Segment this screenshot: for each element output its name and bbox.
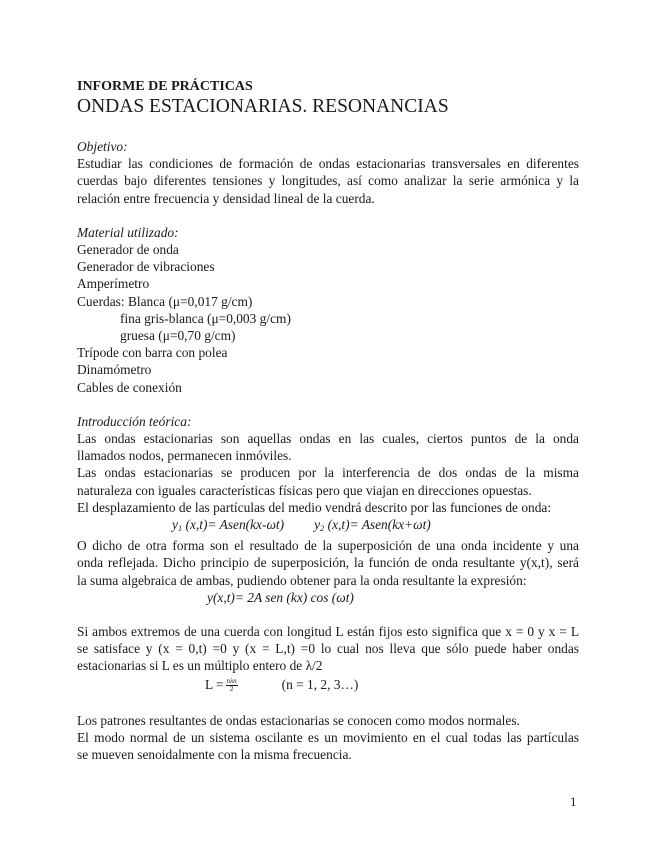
y2-var: y: [314, 517, 321, 533]
material-item: Cuerdas: Blanca (μ=0,017 g/cm): [77, 293, 253, 309]
material-item: Dinamómetro: [77, 362, 152, 378]
objetivo-line: relación entre frecuencia y densidad lineal de la cuerda.: [77, 190, 375, 206]
material-item: Cables de conexión: [77, 379, 182, 395]
intro-p5-line: estacionarias si L es un múltiplo entero de λ/2: [77, 658, 323, 674]
wave-functions-formula: [77, 516, 579, 537]
fraction-numerator: nλn: [226, 676, 237, 685]
intro-p2-line: naturaleza con iguales características físicas pero que viajan en direcciones opuestas.: [77, 482, 532, 498]
objetivo-line: cuerdas bajo diferentes tensiones y longitudes, así como analizar la serie armónica y la: [77, 173, 579, 189]
intro-p4-line: la suma algebraica de ambas, pudiendo obtener para la onda resultante la expresión:: [77, 572, 527, 588]
page-number: 1: [570, 794, 577, 809]
material-item: Generador de onda: [77, 242, 179, 258]
y1-expression: (x,t)= Asen(kx-ωt): [182, 517, 285, 533]
length-condition-formula: [77, 675, 579, 695]
material-item: Trípode con barra con polea: [77, 345, 228, 361]
intro-p7-line: se mueven senoidalmente con la misma frecuencia.: [77, 747, 352, 763]
objetivo-title: Objetivo:: [77, 139, 128, 154]
intro-p6: Los patrones resultantes de ondas estacionarias se conocen como modos normales.: [77, 712, 520, 728]
intro-p2-line: Las ondas estacionarias se producen por la interferencia de dos ondas de la misma: [77, 465, 579, 481]
intro-p1-line: llamados nodos, permanecen inmóviles.: [77, 448, 292, 464]
report-title: ONDAS ESTACIONARIAS. RESONANCIAS: [77, 96, 449, 117]
material-item: Generador de vibraciones: [77, 259, 215, 275]
y1-var: y: [172, 517, 178, 533]
material-item: Amperímetro: [77, 276, 150, 292]
objetivo-line: Estudiar las condiciones de formación de ondas estacionarias transversales en diferentes: [77, 156, 579, 172]
intro-p5-line: se satisface y (x = 0,t) =0 y (x = L,t) =0 lo cual nos lleva que sólo puede haber ondas: [77, 641, 579, 657]
intro-p3: El desplazamiento de las partículas del medio vendrá descrito por las funciones de onda:: [77, 499, 552, 515]
report-label: INFORME DE PRÁCTICAS: [77, 79, 253, 94]
y2-expression: (x,t)= Asen(kx+ωt): [324, 517, 431, 533]
fraction-denominator: 2: [229, 685, 234, 694]
intro-p5-line: Si ambos extremos de una cuerda con longitud L están fijos esto significa que x = 0 y x = L: [77, 624, 579, 640]
fraction: [226, 678, 238, 694]
resultant-wave-formula: y(x,t)= 2A sen (kx) cos (ωt): [207, 589, 354, 605]
page-content: [77, 78, 579, 763]
intro-p4-line: O dicho de otra forma son el resultado de la superposición de una onda incidente y una: [77, 538, 579, 554]
material-item: fina gris-blanca (μ=0,003 g/cm): [120, 310, 291, 326]
y1-subscript: 1: [177, 523, 183, 534]
intro-p1-line: Las ondas estacionarias son aquellas ondas en las cuales, ciertos puntos de la onda: [77, 431, 579, 447]
intro-p4-line: onda reflejada. Dicho principio de superposición, la función de onda resultante y(x,t), será: [77, 555, 579, 571]
material-title: Material utilizado:: [77, 224, 179, 240]
formula-condition: (n = 1, 2, 3…): [281, 676, 359, 692]
intro-p7-line: El modo normal de un sistema oscilante es un movimiento en el cual todas las partículas: [77, 729, 579, 745]
intro-title: Introducción teórica:: [77, 413, 192, 429]
material-item: gruesa (μ=0,70 g/cm): [120, 328, 236, 344]
y2-subscript: 2: [320, 523, 325, 534]
formula-lhs: L =: [205, 676, 224, 692]
